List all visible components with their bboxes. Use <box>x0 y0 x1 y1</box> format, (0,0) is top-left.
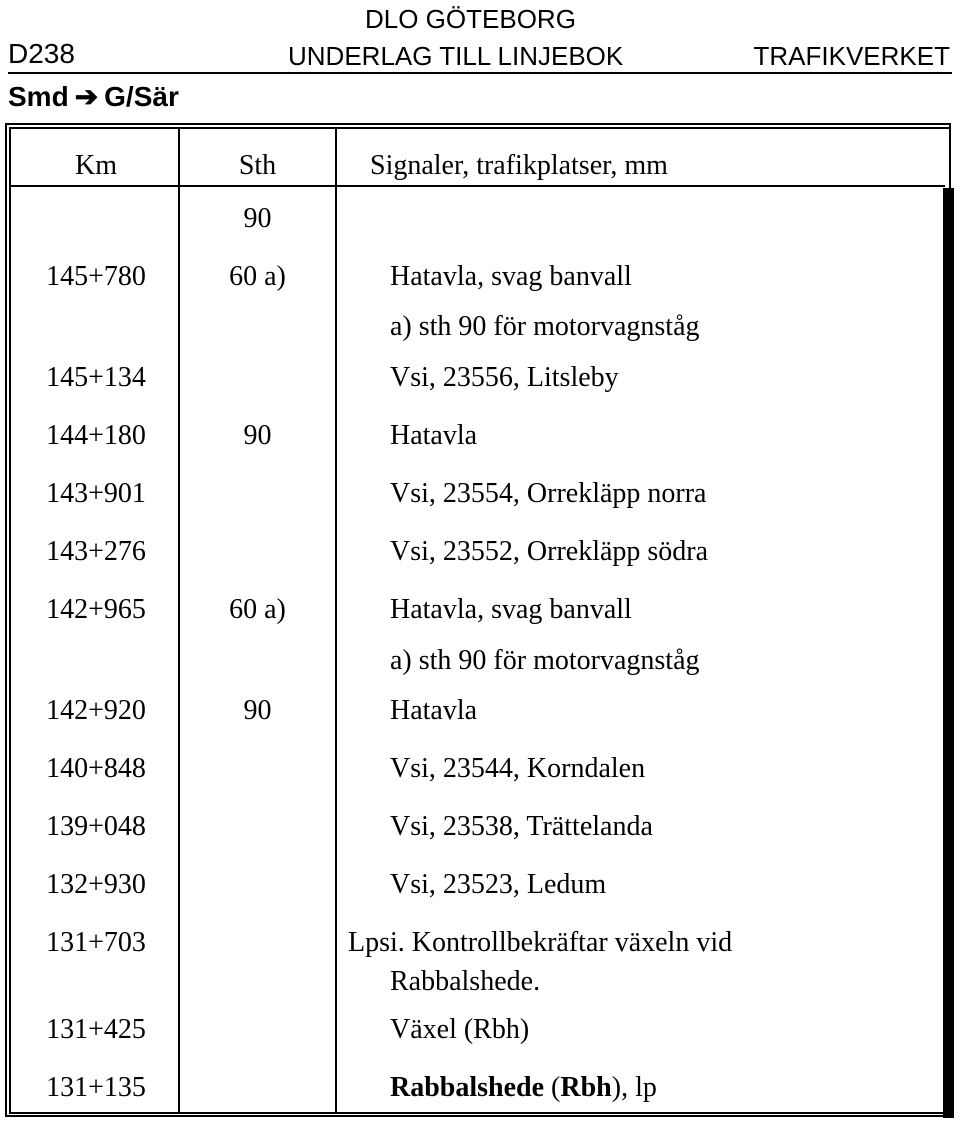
route-label <box>8 80 179 113</box>
cell-signal: Lpsi. Kontrollbekräftar växeln vid <box>348 927 733 958</box>
cell-signal-note: a) sth 90 för motorvagnståg <box>390 311 700 342</box>
table-right-edge <box>943 188 954 1118</box>
cell-signal: Vsi, 23538, Trättelanda <box>390 811 653 842</box>
cell-km: 143+901 <box>46 478 146 509</box>
cell-sth: 90 <box>243 420 272 451</box>
station-name: Rabbalshede <box>390 1072 545 1103</box>
agency-name: TRAFIKVERKET <box>753 41 950 71</box>
cell-signal: Hatavla, svag banvall <box>390 261 632 292</box>
cell-km: 132+930 <box>46 869 146 900</box>
cell-km: 143+276 <box>46 536 146 567</box>
cell-signal-note: a) sth 90 för motorvagnståg <box>390 645 700 676</box>
text-fragment: ( <box>544 1072 561 1103</box>
text-fragment: ), lp <box>611 1072 657 1103</box>
cell-signal: Vsi, 23554, Orrekläpp norra <box>390 478 707 509</box>
column-header-sth: Sth <box>238 150 277 181</box>
cell-signal: Växel (Rbh) <box>390 1014 530 1045</box>
cell-km: 142+920 <box>46 695 146 726</box>
cell-sth: 90 <box>243 695 272 726</box>
cell-km: 145+780 <box>46 261 146 292</box>
station-code: Rbh <box>560 1072 612 1103</box>
cell-sth: 60 a) <box>229 261 286 292</box>
cell-signal: Vsi, 23523, Ledum <box>390 869 607 900</box>
route-from: Smd <box>8 81 69 112</box>
column-header-signals: Signaler, trafikplatser, mm <box>370 150 668 181</box>
table-bottom-line <box>9 1112 954 1114</box>
route-to: G/Sär <box>104 81 179 112</box>
cell-sth: 60 a) <box>229 594 286 625</box>
cell-signal: Vsi, 23556, Litsleby <box>390 362 619 393</box>
cell-signal: Hatavla, svag banvall <box>390 594 632 625</box>
cell-km: 131+703 <box>46 927 146 958</box>
cell-km: 142+965 <box>46 594 146 625</box>
cell-signal-continuation: Rabbalshede. <box>390 966 541 997</box>
cell-km: 139+048 <box>46 811 146 842</box>
organization-title: DLO GÖTEBORG <box>365 4 576 34</box>
column-header-km: Km <box>75 150 117 181</box>
cell-signal: Hatavla <box>390 420 478 451</box>
cell-km: 145+134 <box>46 362 146 393</box>
header-row-divider <box>9 185 945 187</box>
document-subtitle: UNDERLAG TILL LINJEBOK <box>288 41 624 71</box>
cell-km: 131+425 <box>46 1014 146 1045</box>
cell-km: 131+135 <box>46 1072 146 1103</box>
cell-signal: Vsi, 23544, Korndalen <box>390 753 646 784</box>
cell-km: 144+180 <box>46 420 146 451</box>
cell-signal: Vsi, 23552, Orrekläpp södra <box>390 536 709 567</box>
column-divider-sth <box>335 127 337 1114</box>
arrow-right-icon: ➔ <box>74 81 99 112</box>
cell-sth: 90 <box>243 203 272 234</box>
cell-signal <box>390 1072 657 1104</box>
cell-km: 140+848 <box>46 753 146 784</box>
document-id: D238 <box>8 38 75 69</box>
cell-signal: Hatavla <box>390 695 478 726</box>
header-divider <box>8 72 952 74</box>
